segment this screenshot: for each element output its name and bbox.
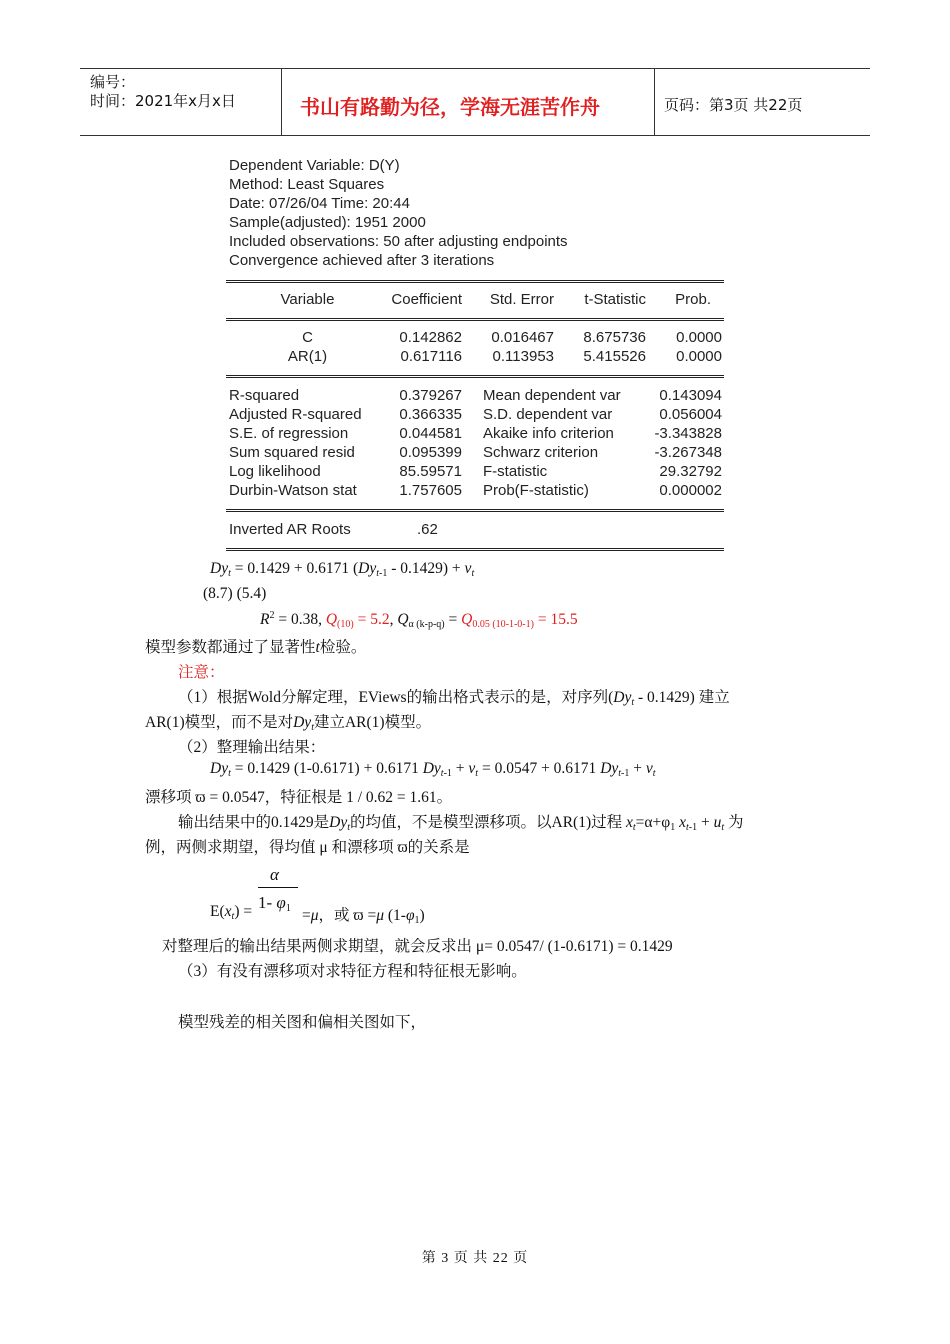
header-divider-left: [281, 69, 282, 136]
stat-label: Mean dependent var: [483, 387, 621, 404]
table-rule: [226, 548, 724, 551]
header-bottom-rule: [80, 135, 870, 136]
note-2-label: （2）整理输出结果：: [178, 739, 326, 756]
rearranged-equation: $Dy_t = 0.1429$ (1-0.6171) + 0.6171 $Dy_{t-1} + v_t = 0.0547 + 0.6171$ $Dy_{t-1} + v_t$: [210, 760, 656, 779]
drift-line: 漂移项 ϖ = 0.0547，特征根是 1 / 0.62 = 1.61。: [145, 789, 453, 806]
t-statistics: (8.7) (5.4): [203, 585, 267, 602]
header-number-label: 编号：: [90, 73, 136, 91]
stat-label: Akaike info criterion: [483, 425, 614, 442]
table-rule: [226, 318, 724, 321]
page-footer: 第 3 页 共 22 页: [421, 1251, 529, 1266]
note-3-line-b: 例，两侧求期望，得均值 μ 和漂移项 ϖ的关系是: [145, 839, 470, 856]
note-1-line-b: AR(1)模型，而不是对$Dy_t$建立AR(1)模型。: [145, 714, 432, 733]
col-header-coefficient: Coefficient: [391, 291, 462, 308]
coef-cell: 0.0000: [676, 348, 722, 365]
coef-cell: 5.415526: [583, 348, 646, 365]
coef-cell: C: [302, 329, 313, 346]
note-3-line-a: 输出结果中的0.1429是$Dy_t$的均值，不是模型漂移项。以AR(1)过程 $x_t=\alpha+\varphi_1$ $x_{t-1} + u_t$ 为: [178, 814, 744, 833]
header-time: 时间：2021年x月x日: [90, 92, 236, 110]
coef-cell: 0.142862: [399, 329, 462, 346]
stat-value: 0.095399: [399, 444, 462, 461]
stat-label: S.D. dependent var: [483, 406, 613, 423]
header-motto: 书山有路勤为径，学海无涯苦作舟: [300, 95, 600, 119]
coef-cell: 0.016467: [491, 329, 554, 346]
col-header-t-statistic: t-Statistic: [584, 291, 646, 308]
stat-value: 0.379267: [399, 387, 462, 404]
fit-summary: $R^2 = 0.38$, $Q_{(10)} = 5.2$, $Q_{\alpha (k-p-q)} = Q_{0.05 (10-1-0-1)} = 15.5$: [260, 610, 578, 630]
header-divider-right: [654, 69, 655, 136]
stat-label: S.E. of regression: [229, 425, 349, 442]
stat-label: Durbin-Watson stat: [229, 482, 357, 499]
header-top-rule: [80, 68, 870, 69]
header-page-info: 页码：第3页 共22页: [664, 96, 803, 114]
eviews-meta-line: Dependent Variable: D(Y): [229, 157, 400, 174]
table-rule: [226, 280, 724, 283]
stat-value: 0.143094: [659, 387, 722, 404]
coef-cell: 0.617116: [400, 348, 462, 365]
note-1-line-a: （1）根据Wold分解定理，EViews的输出格式表示的是，对序列$(Dy_t - 0.1429)$ 建立: [178, 689, 730, 708]
param-test-line: 模型参数都通过了显著性t检验。: [145, 639, 367, 656]
eviews-meta-line: Included observations: 50 after adjusting endpoints: [229, 233, 568, 250]
stat-label: Prob(F-statistic): [483, 482, 589, 499]
coef-cell: 8.675736: [583, 329, 646, 346]
table-rule: [226, 509, 724, 512]
stat-value: -3.267348: [654, 444, 722, 461]
stat-value: 29.32792: [659, 463, 722, 480]
note-label: 注意：: [178, 664, 225, 681]
coef-cell: 0.113953: [492, 348, 554, 365]
fitted-equation: $Dy_t = 0.1429 + 0.6171$ $(Dy_{t-1} - 0.1429) + v_t$: [210, 560, 475, 579]
stat-label: Sum squared resid: [229, 444, 355, 461]
col-header-prob: Prob.: [675, 291, 711, 308]
reverse-mean-line: 对整理后的输出结果两侧求期望，就会反求出 μ= 0.0547/ (1-0.6171) = 0.1429: [162, 938, 673, 955]
stat-value: 85.59571: [399, 463, 462, 480]
stat-value: 0.366335: [399, 406, 462, 423]
stat-label: Adjusted R-squared: [229, 406, 362, 423]
roots-label: Inverted AR Roots: [229, 521, 351, 538]
stat-value: 0.000002: [659, 482, 722, 499]
residual-intro: 模型残差的相关图和偏相关图如下，: [178, 1014, 427, 1031]
eviews-meta-line: Sample(adjusted): 1951 2000: [229, 214, 426, 231]
roots-value: .62: [417, 521, 438, 538]
col-header-std-error: Std. Error: [489, 291, 554, 308]
table-rule: [226, 375, 724, 378]
eviews-meta-line: Date: 07/26/04 Time: 20:44: [229, 195, 410, 212]
eviews-meta-line: Method: Least Squares: [229, 176, 385, 193]
coef-cell: AR(1): [287, 348, 328, 365]
stat-value: -3.343828: [654, 425, 722, 442]
stat-value: 0.056004: [659, 406, 722, 423]
note-3-item: （3）有没有漂移项对求特征方程和特征根无影响。: [178, 963, 527, 980]
fraction-bar: [258, 887, 298, 888]
stat-label: F-statistic: [483, 463, 548, 480]
eviews-meta-line: Convergence achieved after 3 iterations: [229, 252, 495, 269]
stat-label: Log likelihood: [229, 463, 321, 480]
stat-value: 1.757605: [399, 482, 462, 499]
stat-label: Schwarz criterion: [483, 444, 599, 461]
col-header-variable: Variable: [280, 291, 335, 308]
coef-cell: 0.0000: [676, 329, 722, 346]
stat-value: 0.044581: [399, 425, 462, 442]
stat-label: R-squared: [229, 387, 300, 404]
